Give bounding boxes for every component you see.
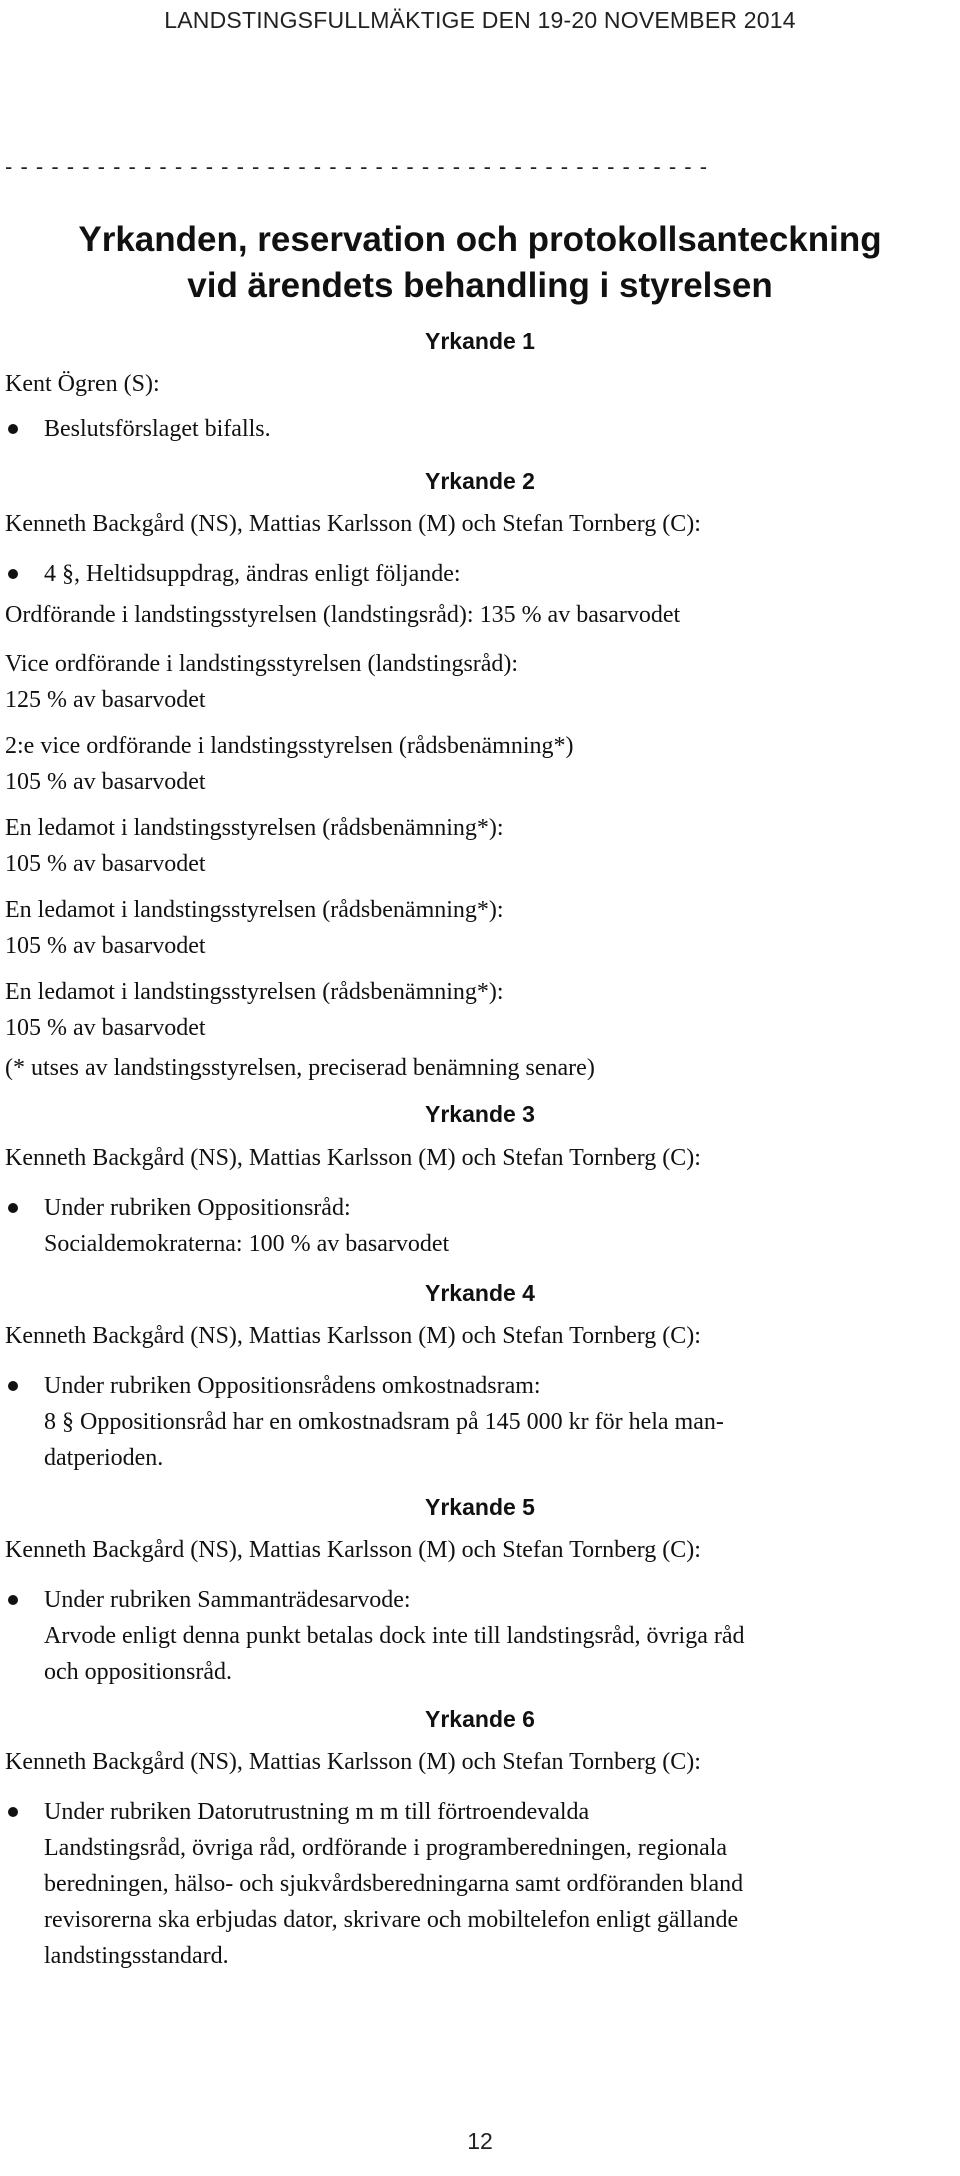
yrkande-4-speaker: Kenneth Backgård (NS), Mattias Karlsson (M) och Stefan Tornberg (C): xyxy=(5,1323,701,1349)
bullet-icon xyxy=(8,1381,18,1391)
bullet-icon xyxy=(8,1203,18,1213)
yrkande-4-heading: Yrkande 4 xyxy=(425,1280,535,1306)
bullet-icon xyxy=(8,569,18,579)
yrkande-4-bullet-line-1: Under rubriken Oppositionsrådens omkostnadsram: xyxy=(44,1373,541,1399)
yrkande-2-heading: Yrkande 2 xyxy=(425,468,535,494)
yrkande-3-speaker: Kenneth Backgård (NS), Mattias Karlsson (M) och Stefan Tornberg (C): xyxy=(5,1145,701,1171)
yrkande-2-line: En ledamot i landstingsstyrelsen (rådsbenämning*): xyxy=(5,897,504,923)
yrkande-1-speaker: Kent Ögren (S): xyxy=(5,371,160,397)
section-title xyxy=(0,217,960,309)
yrkande-2-line: 105 % av basarvodet xyxy=(5,851,206,877)
yrkande-6-bullet-line-5: landstingsstandard. xyxy=(44,1943,229,1969)
yrkande-2-line: En ledamot i landstingsstyrelsen (rådsbenämning*): xyxy=(5,979,504,1005)
yrkande-5-bullet-line-2: Arvode enligt denna punkt betalas dock inte till landstingsråd, övriga råd xyxy=(44,1623,745,1649)
yrkande-1-heading: Yrkande 1 xyxy=(425,328,535,354)
yrkande-5-bullet-line-1: Under rubriken Sammanträdesarvode: xyxy=(44,1587,411,1613)
yrkande-3-bullet-line-1: Under rubriken Oppositionsråd: xyxy=(44,1195,351,1221)
bullet-icon xyxy=(8,1595,18,1605)
bullet-icon xyxy=(8,424,18,434)
yrkande-1-bullet: Beslutsförslaget bifalls. xyxy=(44,416,271,442)
yrkande-6-bullet-line-3: beredningen, hälso- och sjukvårdsberedningarna samt ordföranden bland xyxy=(44,1871,744,1897)
yrkande-6-bullet-line-1: Under rubriken Datorutrustning m m till förtroendevalda xyxy=(44,1799,590,1825)
yrkande-2-line: 105 % av basarvodet xyxy=(5,933,206,959)
yrkande-2-line: 105 % av basarvodet xyxy=(5,1015,206,1041)
yrkande-6-bullet xyxy=(44,1794,944,1974)
yrkande-2-line: 105 % av basarvodet xyxy=(5,769,206,795)
yrkande-4-bullet xyxy=(44,1368,944,1476)
yrkande-3-bullet-line-2: Socialdemokraterna: 100 % av basarvodet xyxy=(44,1231,450,1257)
yrkande-6-heading: Yrkande 6 xyxy=(425,1706,535,1732)
yrkande-2-line: 2:e vice ordförande i landstingsstyrelsen (rådsbenämning*) xyxy=(5,733,574,759)
yrkande-2-line: Vice ordförande i landstingsstyrelsen (landstingsråd): xyxy=(5,651,519,677)
yrkande-4-bullet-line-3: datperioden. xyxy=(44,1445,164,1471)
yrkande-5-speaker: Kenneth Backgård (NS), Mattias Karlsson (M) och Stefan Tornberg (C): xyxy=(5,1537,701,1563)
bullet-icon xyxy=(8,1807,18,1817)
yrkande-4-bullet-line-2: 8 § Oppositionsråd har en omkostnadsram på 145 000 kr för hela man- xyxy=(44,1409,724,1435)
yrkande-6-bullet-line-2: Landstingsråd, övriga råd, ordförande i programberedningen, regionala xyxy=(44,1835,728,1861)
yrkande-5-heading: Yrkande 5 xyxy=(425,1494,535,1520)
page-number: 12 xyxy=(467,2128,493,2154)
yrkande-5-bullet-line-3: och oppositionsråd. xyxy=(44,1659,232,1685)
yrkande-2-speaker: Kenneth Backgård (NS), Mattias Karlsson (M) och Stefan Tornberg (C): xyxy=(5,511,701,537)
yrkande-2-line: En ledamot i landstingsstyrelsen (rådsbenämning*): xyxy=(5,815,504,841)
yrkande-2-line: 125 % av basarvodet xyxy=(5,687,206,713)
page-header: LANDSTINGSFULLMÄKTIGE DEN 19-20 NOVEMBER 2014 xyxy=(164,7,796,33)
yrkande-6-speaker: Kenneth Backgård (NS), Mattias Karlsson (M) och Stefan Tornberg (C): xyxy=(5,1749,701,1775)
yrkande-2-footnote: (* utses av landstingsstyrelsen, preciserad benämning senare) xyxy=(5,1055,595,1081)
yrkande-2-bullet: 4 §, Heltidsuppdrag, ändras enligt följande: xyxy=(44,561,461,587)
yrkande-6-bullet-line-4: revisorerna ska erbjudas dator, skrivare och mobiltelefon enligt gällande xyxy=(44,1907,739,1933)
yrkande-3-heading: Yrkande 3 xyxy=(425,1101,535,1127)
dashed-divider: - - - - - - - - - - - - - - - - - - - - - - - - - - - - - - - - - - - - - - - - - - - - - - xyxy=(5,154,709,179)
title-line-1: Yrkanden, reservation och protokollsanteckning xyxy=(78,220,882,259)
yrkande-2-line: Ordförande i landstingsstyrelsen (landstingsråd): 135 % av basarvodet xyxy=(5,602,681,628)
yrkande-5-bullet xyxy=(44,1582,944,1690)
title-line-2: vid ärendets behandling i styrelsen xyxy=(187,266,773,305)
yrkande-3-bullet xyxy=(44,1190,944,1262)
